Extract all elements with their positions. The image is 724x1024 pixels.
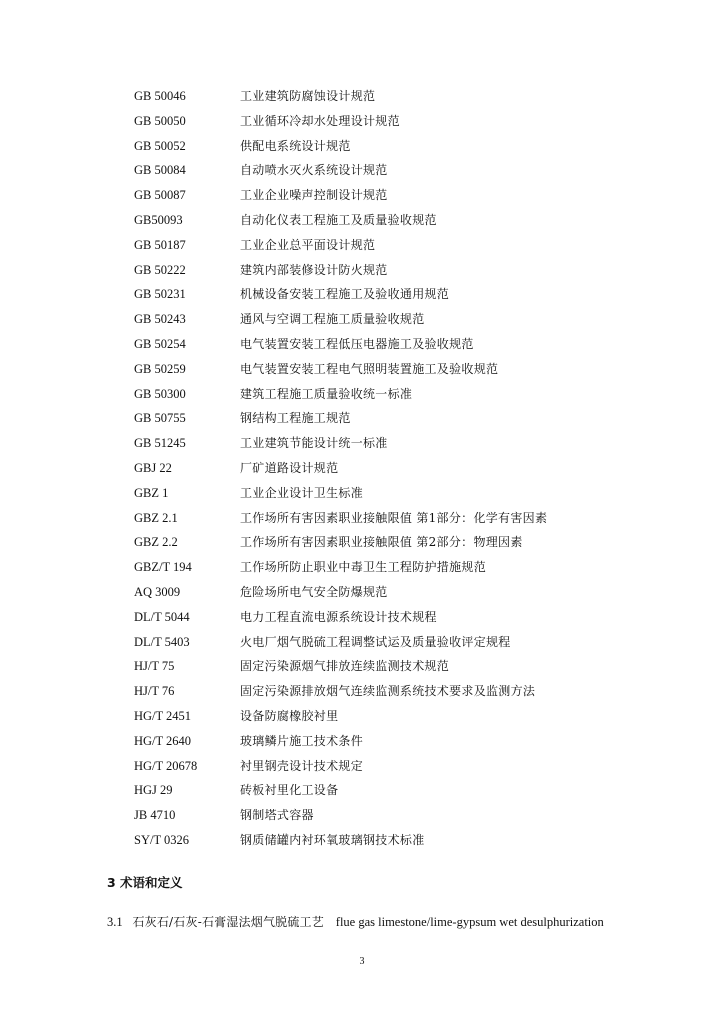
standard-row — [0, 704, 724, 729]
standard-title: 建筑工程施工质量验收统一标准 — [240, 386, 413, 401]
standard-code: GB 50222 — [134, 262, 186, 277]
standard-title: 自动喷水灭火系统设计规范 — [240, 163, 388, 178]
standard-row — [0, 332, 724, 357]
standard-row — [0, 729, 724, 754]
standard-row — [0, 654, 724, 679]
standard-title: 建筑内部装修设计防火规范 — [240, 262, 388, 277]
standard-code: GB 50052 — [134, 138, 186, 153]
standard-code: GB50093 — [134, 212, 183, 227]
standard-code: HG/T 2451 — [134, 708, 192, 723]
standard-row — [0, 357, 724, 382]
standard-code: GB 50231 — [134, 287, 186, 302]
standard-code: JB 4710 — [134, 808, 176, 823]
standard-title: 工业企业总平面设计规范 — [240, 237, 376, 252]
section-heading: 3 术语和定义 — [107, 875, 183, 890]
term-definition — [107, 913, 604, 930]
standard-row — [0, 456, 724, 481]
standard-code: HG/T 20678 — [134, 758, 198, 773]
standard-title: 工作场所有害因素职业接触限值 第1部分：化学有害因素 — [240, 510, 548, 525]
standard-title: 工业企业噪声控制设计规范 — [240, 188, 388, 203]
standard-code: HGJ 29 — [134, 783, 173, 798]
standard-code: GB 50087 — [134, 188, 186, 203]
standard-row — [0, 158, 724, 183]
standard-row — [0, 109, 724, 134]
standard-row — [0, 208, 724, 233]
standard-title: 工业企业设计卫生标准 — [240, 485, 364, 500]
standard-row — [0, 431, 724, 456]
standard-row — [0, 134, 724, 159]
standard-title: 固定污染源排放烟气连续监测系统技术要求及监测方法 — [240, 684, 536, 699]
standard-row — [0, 183, 724, 208]
standard-code: HJ/T 75 — [134, 659, 175, 674]
standard-code: DL/T 5403 — [134, 634, 190, 649]
standard-row — [0, 828, 724, 853]
standard-code: GBZ 2.2 — [134, 535, 178, 550]
standard-row — [0, 530, 724, 555]
standard-code: HG/T 2640 — [134, 733, 192, 748]
term-number: 3.1 — [107, 915, 123, 929]
standard-title: 固定污染源烟气排放连续监测技术规范 — [240, 659, 450, 674]
standard-title: 供配电系统设计规范 — [240, 138, 351, 153]
standard-title: 玻璃鳞片施工技术条件 — [240, 733, 364, 748]
standard-code: GB 50046 — [134, 89, 186, 103]
standard-title: 厂矿道路设计规范 — [240, 460, 339, 475]
standard-title: 工业循环冷却水处理设计规范 — [240, 113, 400, 128]
standard-code: AQ 3009 — [134, 584, 181, 599]
standard-row — [0, 506, 724, 531]
standard-code: DL/T 5044 — [134, 609, 190, 624]
standard-row — [0, 580, 724, 605]
standard-code: GB 51245 — [134, 436, 186, 451]
standard-row — [0, 630, 724, 655]
standard-code: GB 50084 — [134, 163, 186, 178]
standard-row — [0, 282, 724, 307]
standard-title: 机械设备安装工程施工及验收通用规范 — [240, 287, 450, 302]
standard-row — [0, 233, 724, 258]
standard-row — [0, 481, 724, 506]
standard-title: 电力工程直流电源系统设计技术规程 — [240, 609, 437, 624]
standard-code: GB 50300 — [134, 386, 186, 401]
standard-title: 钢质储罐内衬环氧玻璃钢技术标准 — [240, 832, 425, 847]
standard-row — [0, 778, 724, 803]
standard-row — [0, 803, 724, 828]
standard-title: 设备防腐橡胶衬里 — [240, 708, 339, 723]
page-number: 3 — [359, 956, 365, 967]
standard-code: GB 50259 — [134, 361, 186, 376]
standard-code: GBZ 1 — [134, 485, 169, 500]
standard-title: 钢结构工程施工规范 — [240, 411, 351, 426]
standard-row — [0, 754, 724, 779]
standard-code: GB 50187 — [134, 237, 186, 252]
standard-title: 工业建筑节能设计统一标准 — [240, 436, 388, 451]
standard-row — [0, 307, 724, 332]
standard-title: 危险场所电气安全防爆规范 — [240, 584, 388, 599]
standard-title: 通风与空调工程施工质量验收规范 — [240, 312, 425, 327]
standard-row — [0, 605, 724, 630]
standard-title: 工作场所有害因素职业接触限值 第2部分：物理因素 — [240, 535, 523, 550]
standard-title: 衬里钢壳设计技术规定 — [240, 758, 364, 773]
standards-list — [0, 84, 724, 853]
standard-code: SY/T 0326 — [134, 832, 189, 847]
standard-row — [0, 258, 724, 283]
standard-code: GBZ/T 194 — [134, 560, 192, 575]
standard-row — [0, 679, 724, 704]
standard-title: 火电厂烟气脱硫工程调整试运及质量验收评定规程 — [240, 634, 511, 649]
standard-title: 自动化仪表工程施工及质量验收规范 — [240, 212, 437, 227]
standard-code: GB 50254 — [134, 336, 186, 351]
standard-row — [0, 382, 724, 407]
standard-row — [0, 555, 724, 580]
standard-code: HJ/T 76 — [134, 684, 175, 699]
standard-row — [0, 84, 724, 109]
standard-title: 砖板衬里化工设备 — [240, 783, 339, 798]
standard-code: GBJ 22 — [134, 460, 172, 475]
standard-code: GBZ 2.1 — [134, 510, 178, 525]
standard-title: 钢制塔式容器 — [240, 808, 314, 823]
standard-title: 电气装置安装工程低压电器施工及验收规范 — [240, 336, 474, 351]
standard-code: GB 50243 — [134, 312, 186, 327]
term-chinese: 石灰石/石灰-石膏湿法烟气脱硫工艺 — [132, 915, 324, 929]
standard-title: 电气装置安装工程电气照明装置施工及验收规范 — [240, 361, 499, 376]
standard-title: 工业建筑防腐蚀设计规范 — [240, 89, 376, 103]
standard-title: 工作场所防止职业中毒卫生工程防护措施规范 — [240, 560, 487, 575]
standard-code: GB 50050 — [134, 113, 186, 128]
standard-row — [0, 406, 724, 431]
standard-code: GB 50755 — [134, 411, 186, 426]
term-english: flue gas limestone/lime-gypsum wet desulphurization — [335, 915, 604, 929]
